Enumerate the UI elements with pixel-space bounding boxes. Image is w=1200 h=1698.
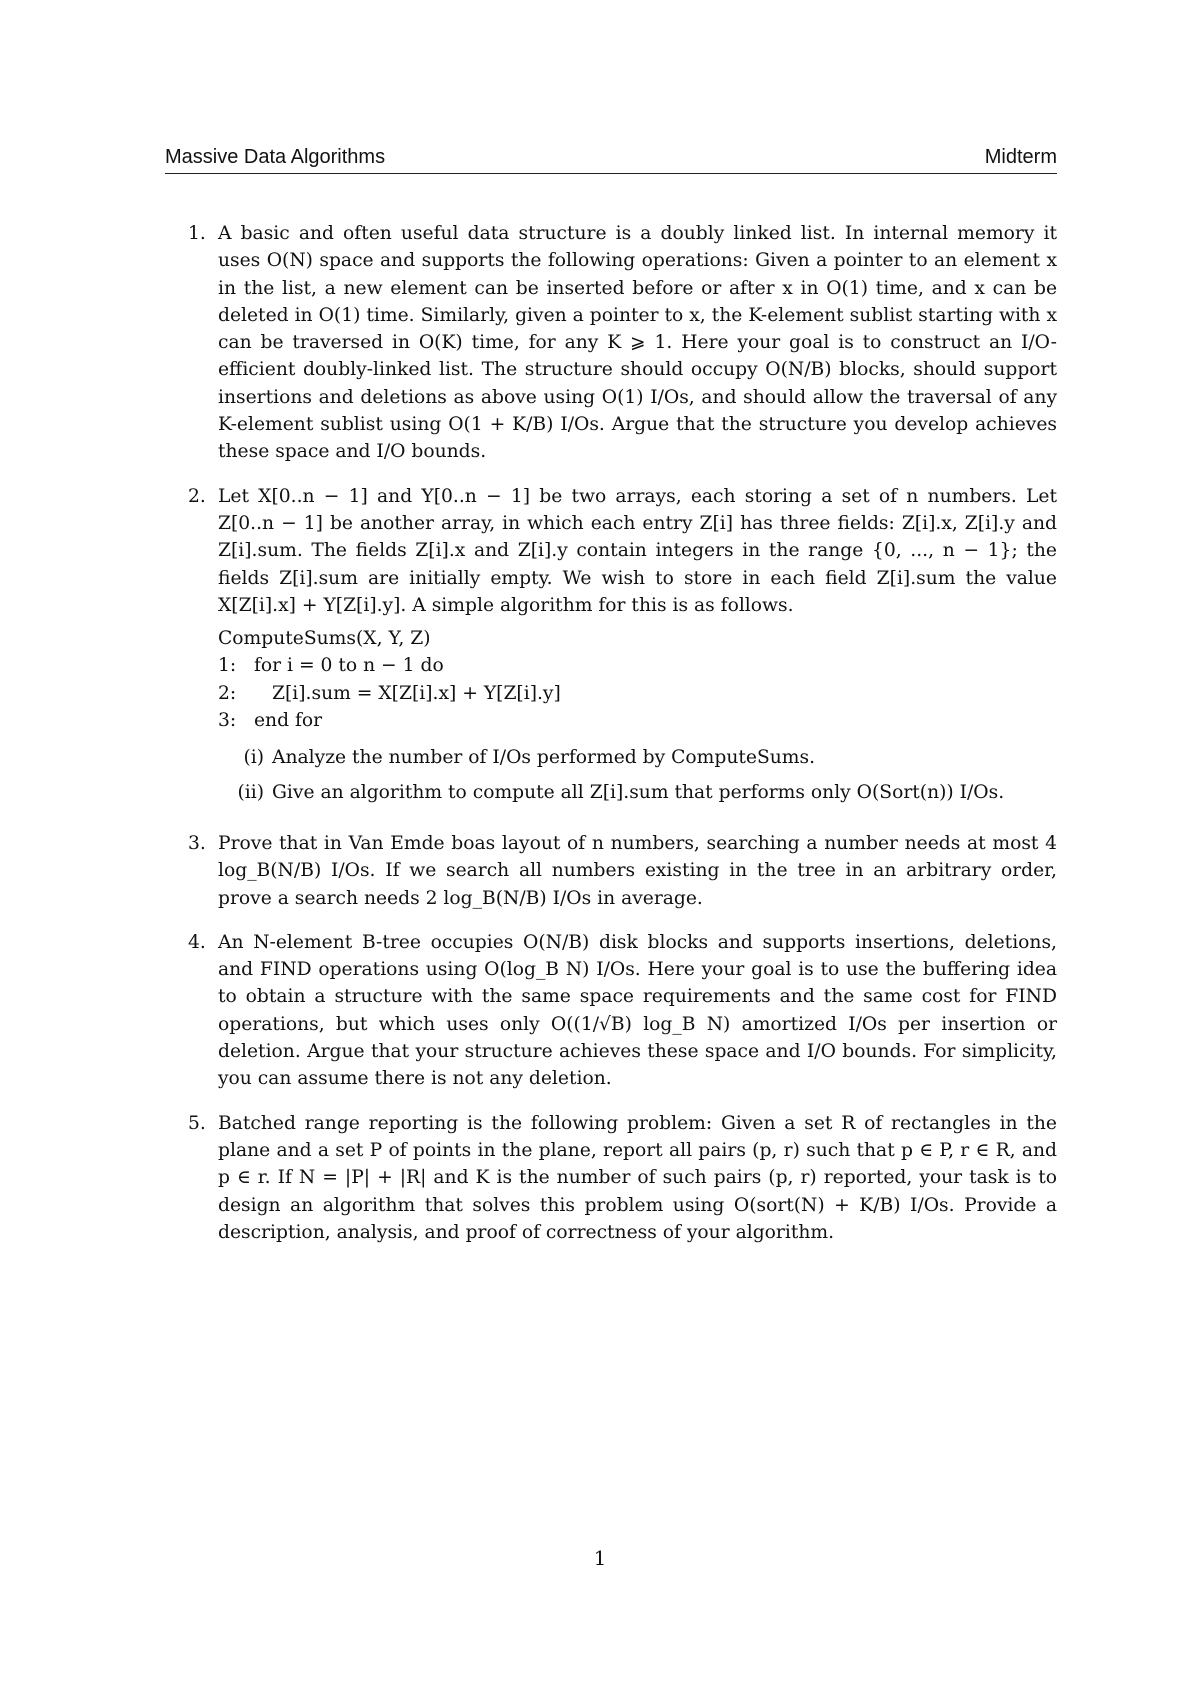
- page-header: [165, 146, 1057, 174]
- problem-text: An N-element B-tree occupies O(N/B) disk blocks and supports insertions, deletions, and FIND operations using O(log_B N) I/Os. Here your goal is to use the buffering idea to obtain a structure with the same space requirements and the same cost for FIND operations, but which uses only O((1/√B) log_B N) amortized I/Os per insertion or deletion. Argue that your structure achieves these space and I/O bounds. For simplicity, you can assume there is not any deletion.: [218, 931, 1057, 1090]
- line-text: Z[i].sum = X[Z[i].x] + Y[Z[i].y]: [272, 682, 561, 704]
- course-title: Massive Data Algorithms: [165, 146, 386, 168]
- pseudocode-line: [218, 707, 1057, 734]
- subpart-text: Analyze the number of I/Os performed by ComputeSums.: [272, 747, 816, 769]
- problem-text: Prove that in Van Emde boas layout of n numbers, searching a number needs at most 4 log_B(N/B) I/Os. If we search all numbers existing in the tree in an arbitrary order, prove a search needs 2 log_B(N/B) I/Os in average.: [218, 832, 1057, 909]
- subpart-label: (ii): [237, 781, 264, 803]
- problem-5: [188, 1110, 1057, 1246]
- subpart-ii: [218, 779, 1057, 806]
- pseudocode-line: [218, 680, 1057, 707]
- pseudocode-title: ComputeSums(X, Y, Z): [218, 628, 431, 650]
- problem-number: 1.: [188, 223, 206, 244]
- problem-number: 2.: [188, 485, 206, 507]
- problem-text: Let X[0..n − 1] and Y[0..n − 1] be two arrays, each storing a set of n numbers. Let Z[0..n − 1] be another array, in which each entry Z[i] has three fields: Z[i].x, Z[i].y and Z[i].sum. The fields Z[i].x and Z[i].y contain integers in the range {0, ..., n − 1}; the fields Z[i].sum are initially empty. We wish to store in each field Z[i].sum the value X[Z[i].x] + Y[Z[i].y]. A simple algorithm for this is as follows.: [218, 485, 1057, 616]
- problem-text: A basic and often useful data structure is a doubly linked list. In internal memory it uses O(N) space and supports the following operations: Given a pointer to an element x in the list, a new element can be inserted before or after x in O(1) time, and x can be deleted in O(1) time. Similarly, given a pointer to x, the K-element sublist starting with x can be traversed in O(K) time, for any K ⩾ 1. Here your goal is to construct an I/O-efficient doubly-linked list. The structure should occupy O(N/B) blocks, should support insertions and deletions as above using O(1) I/Os, and should allow the traversal of any K-element sublist using O(1 + K/B) I/Os. Argue that the structure you develop achieves these space and I/O bounds.: [218, 223, 1057, 463]
- line-number: 2:: [218, 682, 237, 704]
- subpart-list: [218, 744, 1057, 806]
- line-number: 1:: [218, 655, 237, 677]
- problem-text: Batched range reporting is the following problem: Given a set R of rectangles in the plane and a set P of points in the plane, report all pairs (p, r) such that p ∈ P, r ∈ R, and p ∈ r. If N = |P| + |R| and K is the number of such pairs (p, r) reported, your task is to design an algorithm that solves this problem using O(sort(N) + K/B) I/Os. Provide a description, analysis, and proof of correctness of your algorithm.: [218, 1112, 1057, 1243]
- pseudocode-block: [218, 625, 1057, 734]
- problem-list: [188, 220, 1057, 1263]
- problem-4: [188, 929, 1057, 1093]
- pseudocode-line: [218, 652, 1057, 679]
- subpart-i: [218, 744, 1057, 771]
- line-text: end for: [254, 710, 323, 732]
- line-text: for i = 0 to n − 1 do: [254, 655, 444, 677]
- subpart-label: (i): [243, 747, 264, 769]
- problem-2: [188, 483, 1057, 813]
- page-number: 1: [593, 1546, 607, 1570]
- problem-number: 3.: [188, 832, 206, 854]
- problem-1: [188, 220, 1057, 466]
- problem-3: [188, 830, 1057, 912]
- problem-number: 4.: [188, 931, 206, 953]
- subpart-text: Give an algorithm to compute all Z[i].sum that performs only O(Sort(n)) I/Os.: [272, 781, 1005, 803]
- exam-title: Midterm: [984, 146, 1057, 168]
- problem-number: 5.: [188, 1112, 206, 1134]
- line-number: 3:: [218, 710, 237, 732]
